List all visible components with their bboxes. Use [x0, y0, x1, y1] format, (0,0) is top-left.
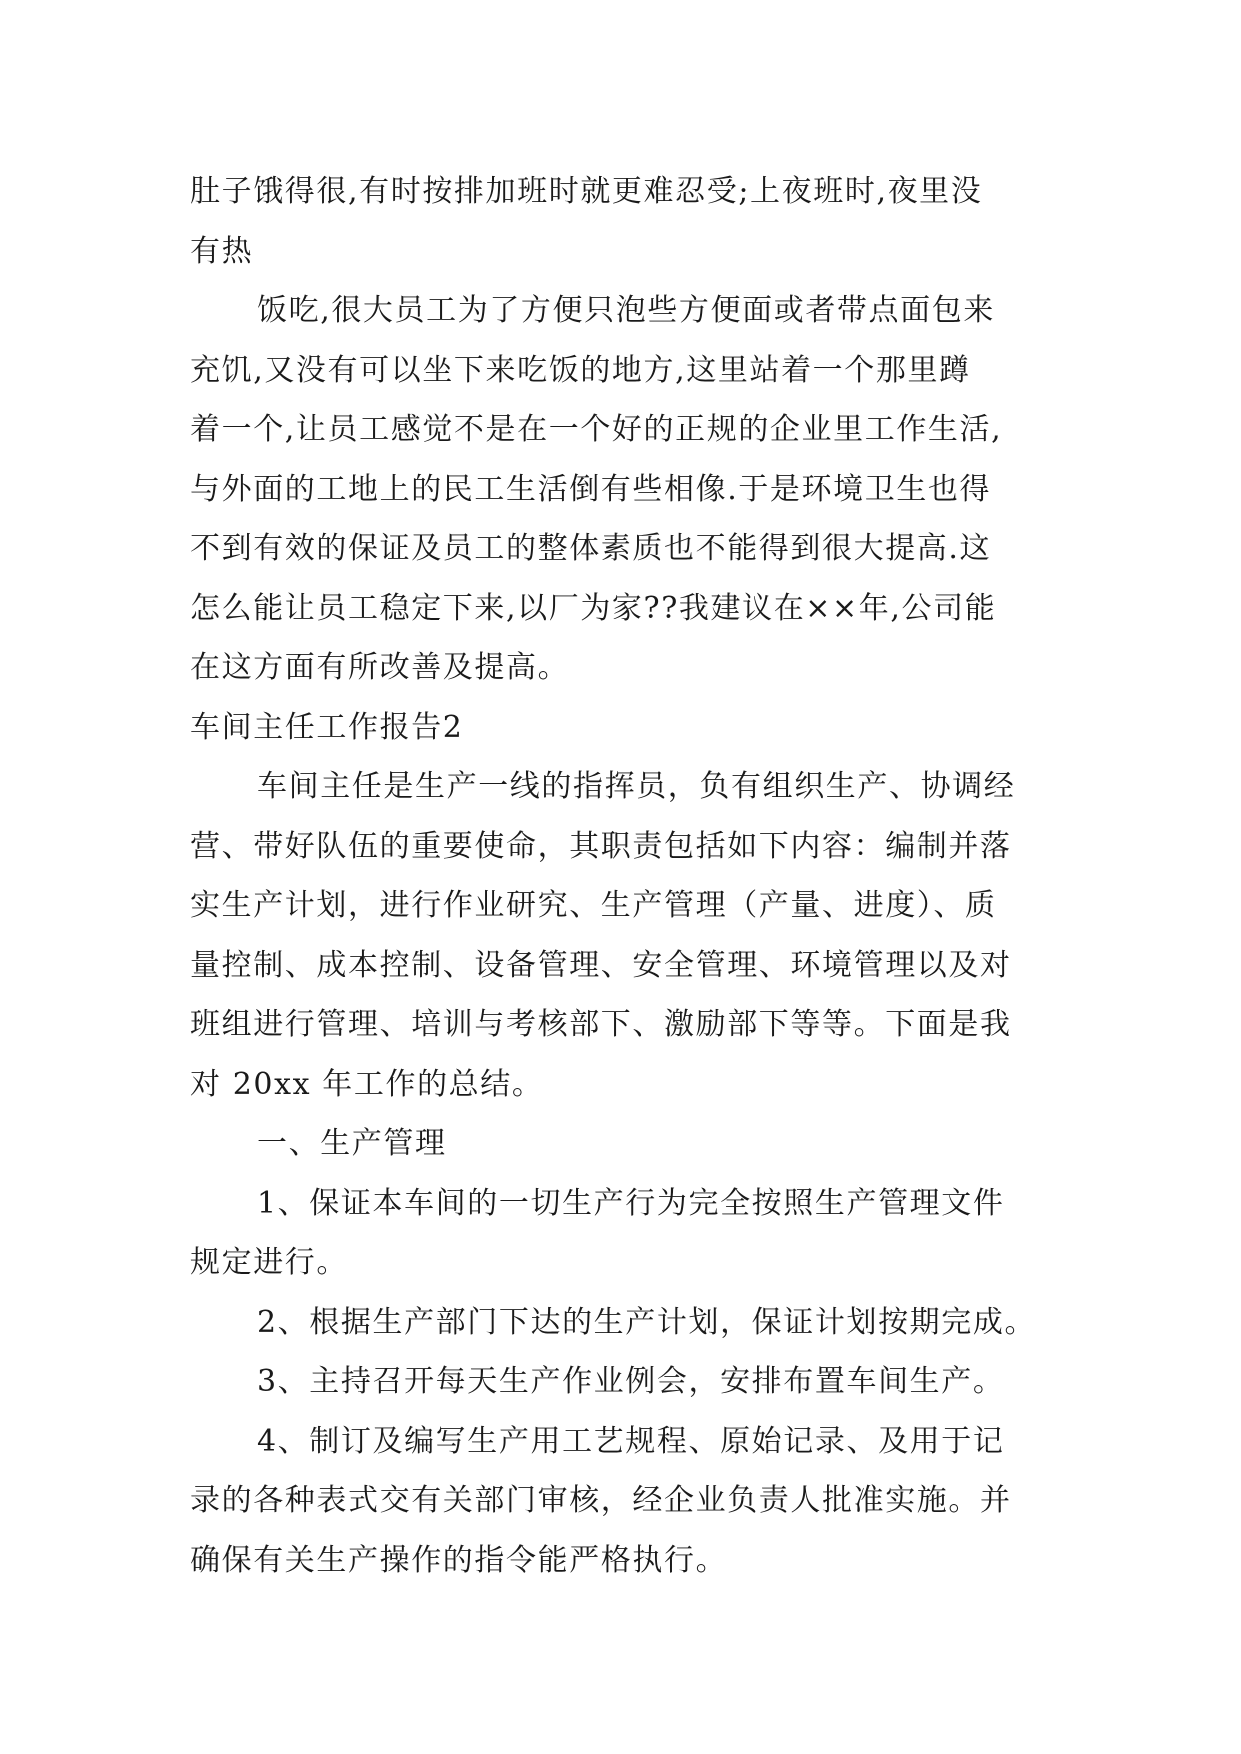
list-item: 1、保证本车间的一切生产行为完全按照生产管理文件	[257, 1185, 1005, 1221]
body-line: 有热	[190, 233, 254, 269]
list-item-continuation: 确保有关生产操作的指令能严格执行。	[190, 1542, 728, 1578]
body-line: 实生产计划，进行作业研究、生产管理（产量、进度）、质	[190, 888, 997, 923]
list-item: 3、主持召开每天生产作业例会，安排布置车间生产。	[257, 1364, 1005, 1399]
body-line: 在这方面有所改善及提高。	[190, 650, 570, 685]
body-line: 对 20xx 年工作的总结。	[190, 1066, 544, 1102]
document-body	[190, 162, 1050, 1590]
list-item-continuation: 规定进行。	[190, 1245, 348, 1280]
list-item-continuation: 录的各种表式交有关部门审核，经企业负责人批准实施。并	[190, 1483, 1012, 1518]
body-line: 着一个,让员工感觉不是在一个好的正规的企业里工作生活,	[190, 412, 1003, 447]
paragraph-line: 饭吃,很大员工为了方便只泡些方便面或者带点面包来	[257, 293, 995, 328]
body-line: 与外面的工地上的民工生活倒有些相像.于是环境卫生也得	[190, 471, 992, 507]
body-line: 怎么能让员工稳定下来,以厂为家??我建议在××年,公司能	[190, 590, 997, 626]
paragraph-line: 车间主任是生产一线的指挥员，负有组织生产、协调经	[257, 769, 1016, 804]
section-title: 车间主任工作报告2	[190, 709, 464, 745]
list-item: 2、根据生产部门下达的生产计划，保证计划按期完成。	[257, 1304, 1037, 1340]
list-item: 4、制订及编写生产用工艺规程、原始记录、及用于记	[257, 1423, 1005, 1459]
subsection-heading: 一、生产管理	[257, 1126, 447, 1161]
body-line: 量控制、成本控制、设备管理、安全管理、环境管理以及对	[190, 947, 1012, 983]
body-line: 不到有效的保证及员工的整体素质也不能得到很大提高.这	[190, 531, 992, 566]
body-line: 肚子饿得很,有时按排加班时就更难忍受;上夜班时,夜里没	[190, 174, 983, 209]
body-line: 营、带好队伍的重要使命，其职责包括如下内容：编制并落	[190, 828, 1012, 864]
body-line: 充饥,又没有可以坐下来吃饭的地方,这里站着一个那里蹲	[190, 352, 971, 388]
body-line: 班组进行管理、培训与考核部下、激励部下等等。下面是我	[190, 1007, 1012, 1042]
